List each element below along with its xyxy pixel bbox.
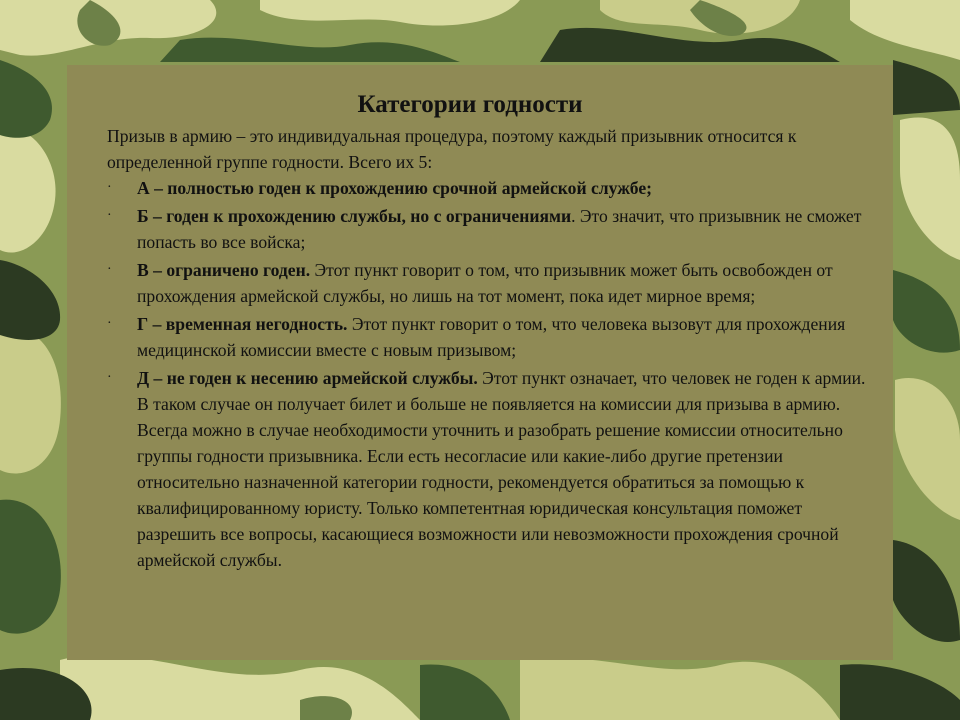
category-list: [107, 175, 873, 573]
list-item: [107, 257, 873, 309]
content-panel: [67, 65, 893, 660]
list-item: [107, 203, 873, 255]
list-item: [107, 311, 873, 363]
bullet-icon: ·: [107, 370, 112, 385]
category-a-heading: А – полностью годен к прохождению срочной армейской службе;: [137, 178, 652, 198]
category-g-text: Этот пункт говорит о том, что человека вызовут для прохождения медицинской комиссии вместе с новым призывом;: [137, 314, 846, 360]
bullet-icon: ·: [107, 316, 112, 331]
category-v-text: Этот пункт говорит о том, что призывник может быть освобожден от прохождения армейской службы, но лишь на тот момент, пока идет мирное время;: [137, 260, 833, 306]
category-b-text: . Это значит, что призывник не сможет попасть во все войска;: [137, 206, 862, 252]
category-d-text: Этот пункт означает, что человек не годен к армии. В таком случае он получает билет и больше не появляется на комиссии для призыва в армию. Всегда можно в случае необходимости уточнить и разобрать решение комиссии относительно группы годности призывника. Если есть несогласие или какие-либо другие претензии относительно назначенной категории годности, рекомендуется обратиться за помощью к квалифицированному юристу. Только компетентная юридическая консультация поможет разрешить все вопросы, касающиеся возможности или невозможности прохождения срочной армейской службы.: [137, 368, 866, 570]
category-d-heading: Д – не годен к несению армейской службы.: [137, 368, 478, 388]
list-item: [107, 175, 873, 201]
category-b-heading: Б – годен к прохождению службы, но с ограничениями: [137, 206, 572, 226]
category-v-heading: В – ограничено годен.: [137, 260, 311, 280]
list-item: [107, 365, 873, 573]
bullet-icon: ·: [107, 262, 112, 277]
bullet-icon: ·: [107, 180, 112, 195]
category-g-heading: Г – временная негодность.: [137, 314, 348, 334]
intro-paragraph: Призыв в армию – это индивидуальная процедура, поэтому каждый призывник относится к определенной группе годности. Всего их 5:: [107, 126, 797, 172]
bullet-icon: ·: [107, 208, 112, 223]
slide-title: Категории годности: [357, 91, 583, 118]
